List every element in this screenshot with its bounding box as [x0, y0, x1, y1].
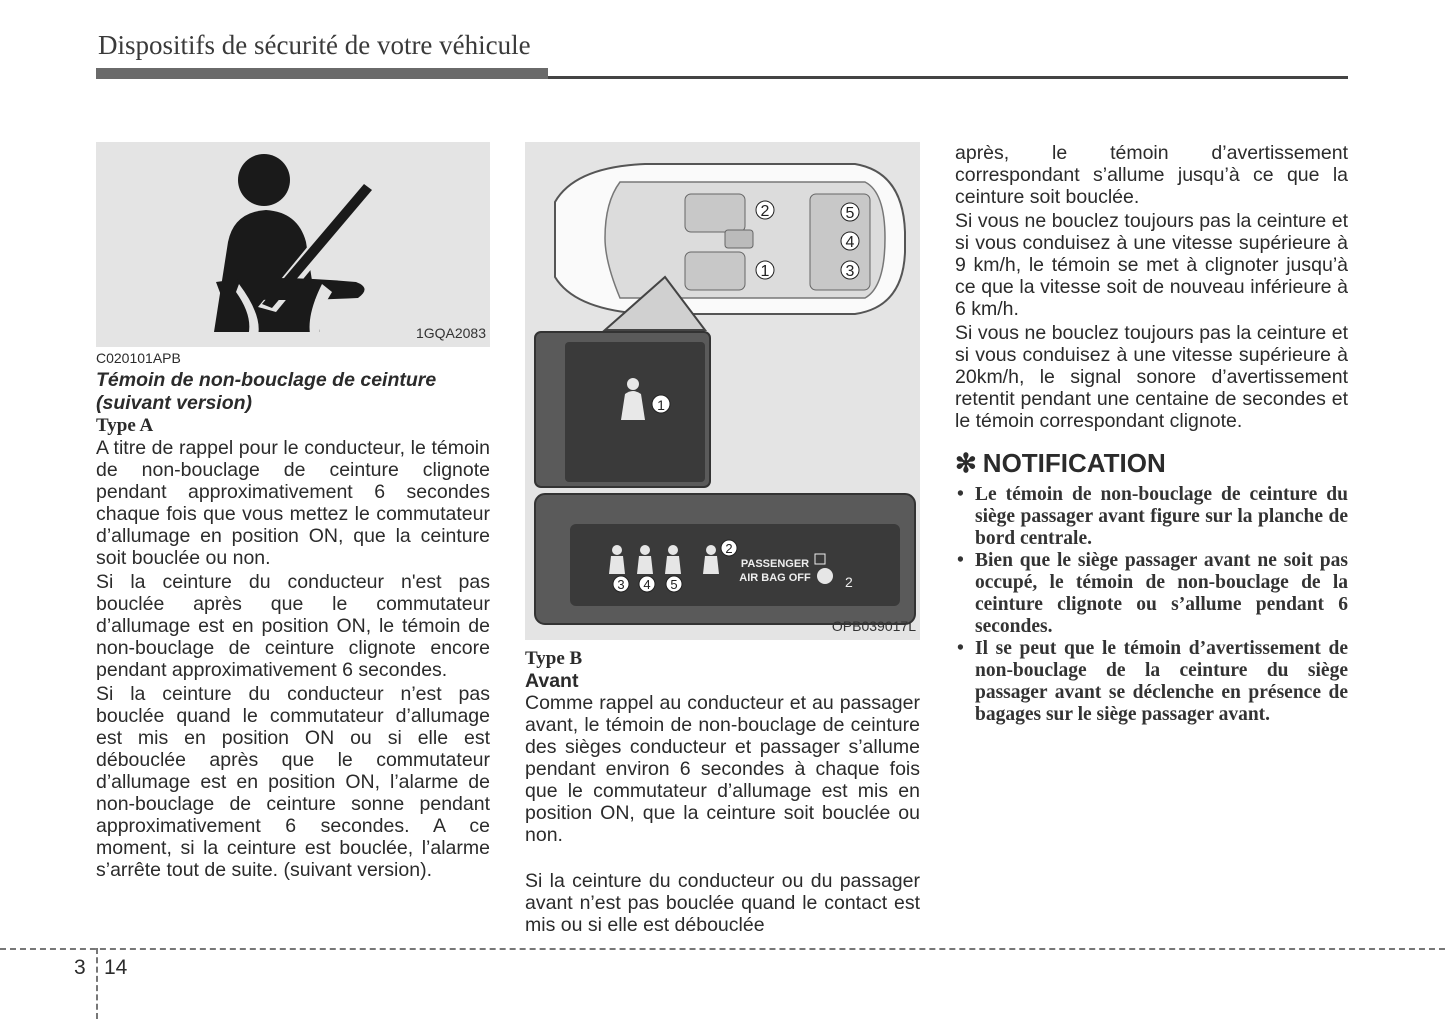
notification-item: • Bien que le siège passager avant ne soit pas occupé, le témoin de non-bouclage de la ceinture clignote ou s’allume pendant 6 secondes.	[955, 550, 1348, 638]
svg-text:1: 1	[657, 397, 665, 413]
car-diagram	[525, 142, 920, 640]
svg-text:4: 4	[643, 577, 651, 592]
figure-label: OPB039017L	[831, 618, 916, 634]
paragraph: Si la ceinture du conducteur n'est pas bouclée après que le commutateur d’allumage est en position ON, le témoin de non-bouclage de ceinture clignote encore pendant approximativement 6 secondes.	[96, 571, 490, 681]
indicator-text-line-1: PASSENGER	[740, 558, 810, 570]
paragraph: Si vous ne bouclez toujours pas la ceinture et si vous conduisez à une vitesse supérieure à 20km/h, le signal sonore d’avertissement retentit pendant une centaine de secondes et le témoin correspondant clignote.	[955, 322, 1348, 432]
paragraph: Si vous ne bouclez toujours pas la ceinture et si vous conduisez à une vitesse supérieure à 9 km/h, le témoin se met à clignoter jusqu’à ce que la vitesse soit de nouveau inférieure à 6 km/h.	[955, 210, 1348, 320]
page-title: Dispositifs de sécurité de votre véhicule	[98, 30, 531, 60]
paragraph: Si la ceinture du conducteur n’est pas bouclée quand le commutateur d’allumage est mis en position ON ou si elle est débouclée après que le commutateur d’allumage est en position ON, l’alarme de non-bouclage de ceinture sonne pendant approximativement 6 secondes. A ce moment, si la ceinture est bouclée, l’alarme s’arrête tout de suite. (suivant version).	[96, 683, 490, 881]
paragraph: après, le témoin d’avertissement correspondant s’allume jusqu’à ce que la ceinture soit bouclée.	[955, 142, 1348, 208]
chapter-number: 3	[74, 956, 86, 979]
svg-text:5: 5	[670, 577, 678, 592]
svg-text:3: 3	[617, 577, 625, 592]
type-b-label: Type B	[525, 648, 583, 669]
notification-item: • Le témoin de non-bouclage de ceinture du siège passager avant figure sur la planche de bord centrale.	[955, 484, 1348, 550]
subtitle-line-2: (suivant version)	[96, 392, 253, 414]
footer-divider	[0, 948, 1445, 950]
section-subtitle	[96, 369, 490, 415]
seat-number-2: 2	[760, 203, 770, 220]
column-middle	[525, 142, 920, 938]
column-right	[955, 142, 1348, 726]
type-a-label: Type A	[96, 415, 154, 436]
page-number: 14	[104, 956, 128, 979]
paragraph: Si la ceinture du conducteur ou du passager avant n’est pas bouclée quand le contact est mis ou si elle est débouclée	[525, 870, 920, 936]
paragraph: Comme rappel au conducteur et au passager avant, le témoin de non-bouclage de ceinture des sièges conducteur et passager s’allume pendant environ 6 secondes à chaque fois que le commutateur d’allumage est mis en position ON, que la ceinture soit bouclée ou non.	[525, 692, 920, 846]
seat-number-5: 5	[845, 205, 855, 222]
avant-label: Avant	[525, 670, 579, 692]
asterisk-icon: ✻	[955, 448, 977, 478]
notification-title: NOTIFICATION	[982, 448, 1166, 478]
figure-seatbelt-warning	[96, 142, 490, 347]
seat-number-1: 1	[760, 263, 770, 280]
svg-text:2: 2	[845, 574, 853, 590]
figure-car-seats	[525, 142, 920, 640]
seat-number-3: 3	[845, 263, 855, 280]
notification-heading	[955, 448, 1348, 478]
svg-text:2: 2	[725, 541, 733, 556]
subtitle-line-1: Témoin de non-bouclage de ceinture	[96, 369, 437, 391]
seatbelt-icon	[96, 142, 490, 347]
notification-list	[955, 484, 1348, 726]
notification-item: • Il se peut que le témoin d’avertissement de non-bouclage de la ceinture du siège passager avant se déclenche en présence de bagages sur le siège passager avant.	[955, 638, 1348, 726]
header-rule-thin	[548, 76, 1348, 79]
column-left	[96, 142, 490, 883]
header-rule-thick	[96, 68, 548, 79]
indicator-text-line-2: AIR BAG OFF	[739, 572, 811, 584]
section-code: C020101APB	[96, 350, 181, 366]
seat-number-4: 4	[845, 234, 855, 251]
footer-vertical-divider	[96, 948, 98, 1019]
paragraph: A titre de rappel pour le conducteur, le témoin de non-bouclage de ceinture clignote pendant approximativement 6 secondes chaque fois que vous mettez le commutateur d’allumage en position ON, que la ceinture soit bouclée ou non.	[96, 437, 490, 569]
figure-label: 1GQA2083	[415, 325, 486, 341]
